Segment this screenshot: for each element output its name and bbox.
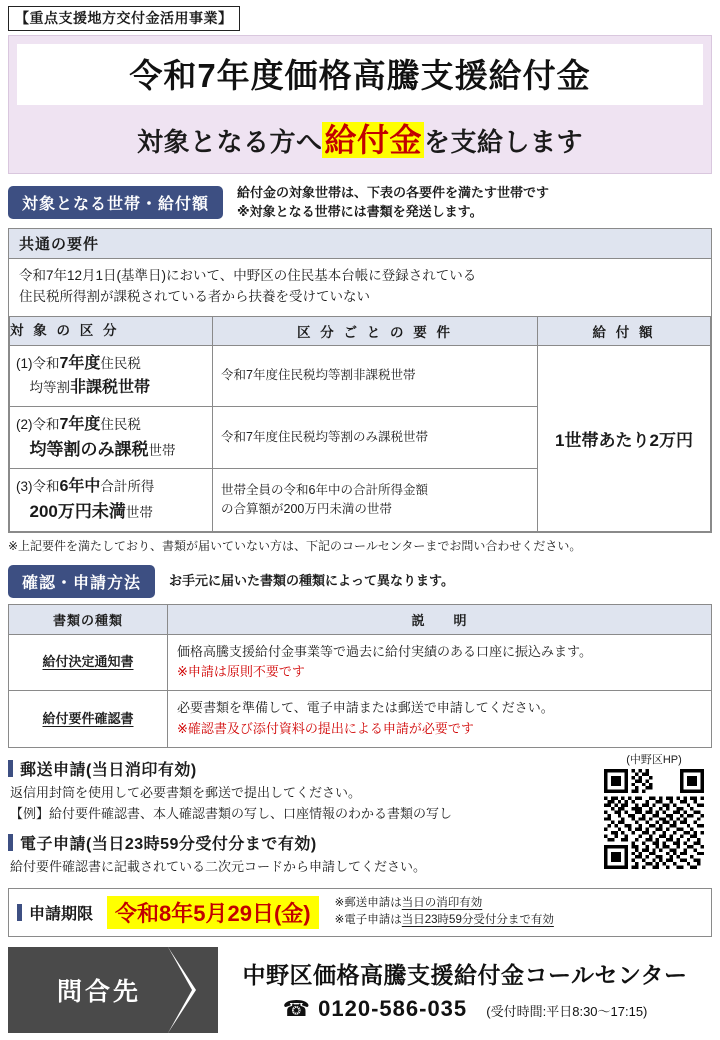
common-requirements-body [9, 259, 711, 316]
deadline-note-1-underline: 当日の消印有効 [401, 897, 483, 910]
online-apply-line1: 給付要件確認書に記載されている二次元コードから申請してください。 [10, 859, 427, 875]
table-row [9, 634, 712, 691]
col-category: 対 象 の 区 分 [10, 316, 213, 345]
mail-apply-line2: 【例】給付要件確認書、本人確認書類の写し、口座情報のわかる書類の写し [10, 805, 453, 821]
page-title: 令和7年度価格高騰支援給付金 [129, 57, 591, 94]
row3-cat-t1: (3)令和 [16, 479, 60, 495]
doc-desc-2 [168, 691, 712, 748]
mail-apply-line1: 返信用封筒を使用して必要書類を郵送で提出してください。 [10, 784, 362, 800]
row1-cat-t3: 均等割 [29, 379, 70, 395]
col-doc-type: 書類の種類 [9, 604, 168, 634]
section-target-pill: 対象となる世帯・給付額 [8, 186, 223, 219]
requirements-footnote: ※上記要件を満たしており、書類が届いていない方は、下記のコールセンターまでお問い合わせください。 [8, 538, 582, 553]
row1-requirement: 令和7年度住民税均等割非課税世帯 [213, 345, 538, 406]
row3-req-line2: の合算額が200万円未満の世帯 [221, 502, 392, 517]
section-target-note [237, 184, 549, 222]
row3-cat-s1: 6年中 [59, 478, 101, 496]
row2-category [10, 406, 213, 469]
deadline-note-2-underline: 当日23時59分受付分まで有効 [401, 914, 554, 927]
section-method-note: お手元に届いた書類の種類によって異なります。 [169, 572, 454, 588]
row3-requirement [213, 469, 538, 532]
deadline-label: 申請期限 [17, 901, 93, 924]
contact-footer [8, 947, 712, 1033]
kicker-badge: 【重点支援地方交付金活用事業】 [8, 6, 240, 31]
qr-code-icon[interactable] [604, 769, 704, 869]
doc-type-1-label: 給付決定通知書 [42, 653, 134, 669]
hero-subtitle [9, 115, 711, 161]
row3-category [10, 469, 213, 532]
hero-sub-before: 対象となる方へ [136, 127, 323, 157]
deadline-note-2 [335, 912, 554, 929]
row1-category [10, 345, 213, 406]
col-amount: 給 付 額 [538, 316, 711, 345]
doc-desc-1-line1: 価格高騰支援給付金事業等で過去に給付実績のある口座に振込みます。 [177, 643, 592, 659]
table-header-row [9, 604, 712, 634]
phone-number: 0120-586-035 [318, 996, 468, 1022]
deadline-note-2-prefix: ※電子申請は [334, 914, 402, 927]
col-requirement: 区 分 ご と の 要 件 [213, 316, 538, 345]
row1-cat-s1: 7年度 [59, 354, 101, 372]
call-center-phone[interactable] [283, 996, 648, 1022]
apply-methods [8, 753, 712, 878]
online-apply-heading: 電子申請(当日23時59分受付分まで有効) [8, 831, 712, 854]
doc-type-1 [9, 634, 168, 691]
row2-cat-s1: 7年度 [59, 415, 101, 433]
table-row [10, 345, 711, 406]
requirements-box [8, 228, 712, 533]
common-req-line1: 令和7年12月1日(基準日)において、中野区の住民基本台帳に登録されている [19, 267, 477, 283]
method-table [8, 604, 712, 748]
doc-desc-2-line1: 必要書類を準備して、電子申請または郵送で申請してください。 [177, 700, 554, 716]
call-center-name: 中野区価格高騰支援給付金コールセンター [242, 962, 688, 989]
qr-code-block [600, 751, 708, 869]
contact-label: 問合先 [56, 977, 141, 1006]
requirements-table [9, 316, 711, 532]
row2-cat-s2: 均等割のみ課税 [29, 439, 149, 459]
phone-icon: ☎ [282, 996, 312, 1022]
col-description: 説 明 [168, 604, 712, 634]
row2-requirement: 令和7年度住民税均等割のみ課税世帯 [213, 406, 538, 469]
doc-desc-2-line2: ※確認書及び添付資料の提出による申請が必要です [177, 720, 474, 736]
row1-cat-t1: (1)令和 [16, 355, 60, 371]
deadline-date: 令和8年5月29日(金) [107, 896, 319, 929]
row3-req-line1: 世帯全員の令和6年中の合計所得金額 [221, 483, 428, 498]
doc-type-2 [9, 691, 168, 748]
section-target-header [8, 184, 712, 222]
benefit-amount: 1世帯あたり2万円 [538, 345, 711, 531]
hero-sub-after: を支給します [424, 127, 584, 157]
deadline-note-1 [335, 895, 554, 912]
hero-sub-highlight: 給付金 [324, 122, 422, 158]
row3-cat-s2: 200万円未満 [29, 502, 126, 522]
section-method-pill: 確認・申請方法 [8, 565, 155, 598]
row3-cat-t2: 合計所得 [100, 479, 155, 495]
doc-desc-1 [168, 634, 712, 691]
section-target-note-line1: 給付金の対象世帯は、下表の各要件を満たす世帯です [237, 185, 550, 200]
row2-cat-t2: 住民税 [100, 416, 141, 432]
row2-cat-t3: 世帯 [148, 442, 176, 458]
row1-cat-s2: 非課税世帯 [70, 378, 151, 396]
doc-desc-1-line2: ※申請は原則不要です [177, 664, 305, 680]
common-req-line2: 住民税所得割が課税されている者から扶養を受けていない [19, 288, 370, 304]
row3-cat-t3: 世帯 [125, 505, 153, 521]
section-method-header [8, 565, 712, 598]
deadline-notes [335, 895, 554, 930]
row2-cat-t1: (2)令和 [16, 416, 60, 432]
deadline-note-1-prefix: ※郵送申請は [334, 897, 402, 910]
table-header-row [10, 316, 711, 345]
hero-banner [8, 35, 712, 174]
common-requirements-heading: 共通の要件 [9, 229, 711, 259]
mail-apply-heading: 郵送申請(当日消印有効) [8, 757, 712, 780]
doc-type-2-label: 給付要件確認書 [42, 710, 134, 726]
section-target-note-line2: ※対象となる世帯には書類を発送します。 [237, 203, 483, 219]
qr-caption: (中野区HP) [626, 753, 682, 766]
table-row [9, 691, 712, 748]
deadline-box [8, 888, 712, 937]
call-center-hours: (受付時間:平日8:30～17:15) [486, 1004, 648, 1020]
row1-cat-t2: 住民税 [100, 355, 141, 371]
contact-details [218, 947, 712, 1033]
